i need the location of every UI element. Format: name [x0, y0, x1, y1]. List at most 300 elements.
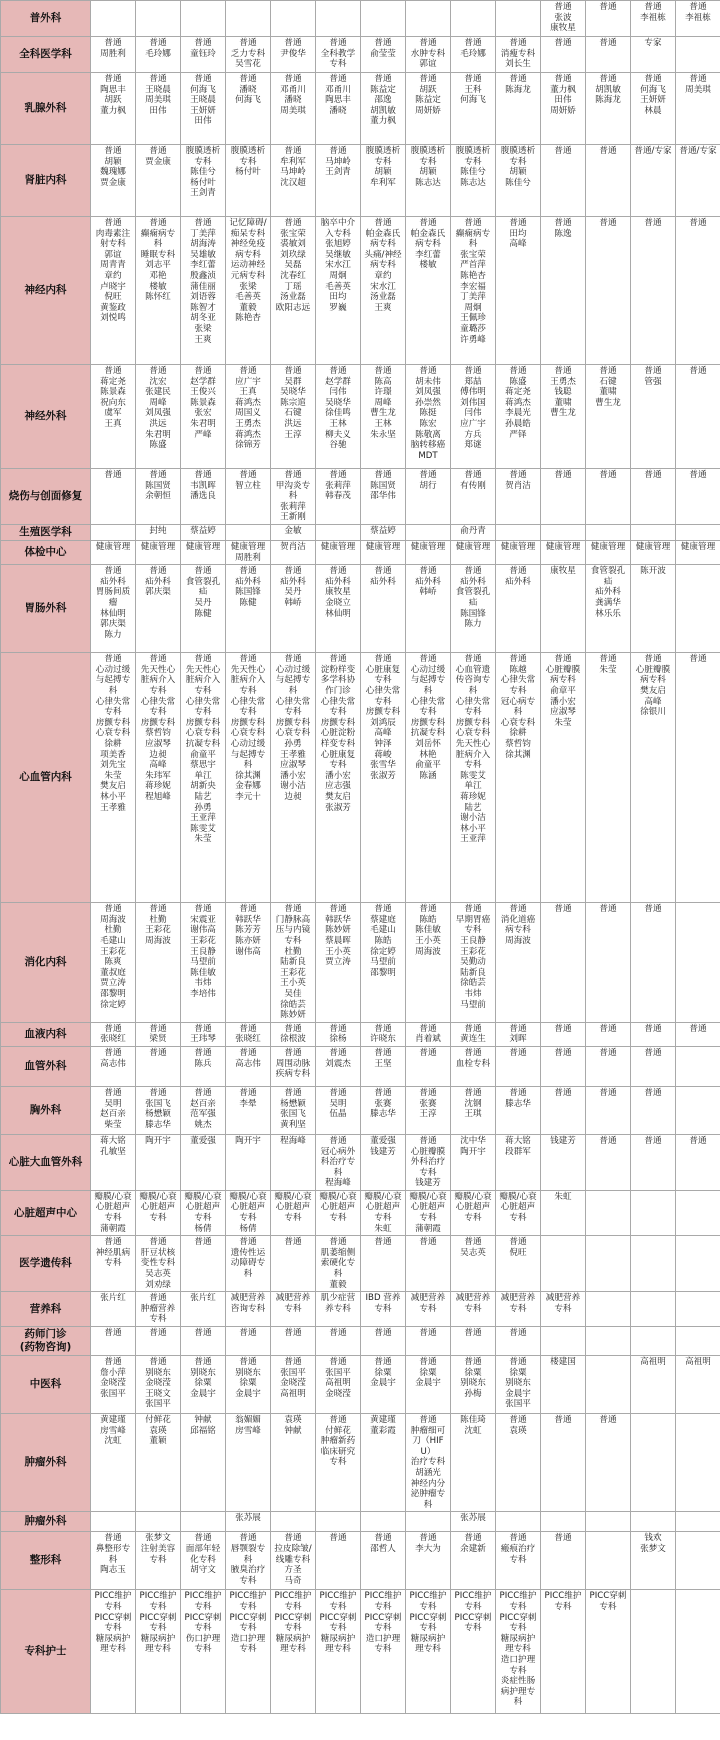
department-name: 体检中心 [1, 541, 91, 565]
schedule-row [1, 73, 720, 145]
schedule-cell: 普通 冠心病外 科治疗专 科 程海峰 [316, 1134, 361, 1190]
schedule-cell: 普通 余建新 [451, 1532, 496, 1590]
schedule-cell: 普通 全科教学 专科 [316, 37, 361, 73]
schedule-row [1, 469, 720, 525]
schedule-cell [496, 525, 541, 541]
schedule-cell: 普通 心脏瓣膜 病专科 俞章平 潘小宏 应淑琴 朱莹 [541, 653, 586, 903]
schedule-cell: 普通 周胜利 [91, 37, 136, 73]
schedule-cell [316, 525, 361, 541]
schedule-cell: 普通 贺肖洁 [496, 469, 541, 525]
department-name: 肿瘤外科 [1, 1512, 91, 1532]
schedule-row [1, 525, 720, 541]
schedule-cell: 蔡益婷 [361, 525, 406, 541]
schedule-cell: 钱欢 张梦文 [631, 1532, 676, 1590]
schedule-cell: 金敏 [271, 525, 316, 541]
schedule-cell: 普通 张莉萍 韩春茂 [316, 469, 361, 525]
schedule-cell: 瓣膜/心衰 心脏超声 专科 [136, 1190, 181, 1235]
department-name: 专科护士 [1, 1590, 91, 1714]
schedule-cell: 普通 [586, 1, 631, 37]
schedule-cell: 普通 毛玲娜 [136, 37, 181, 73]
schedule-cell: 腹膜透析 专科 胡颖 牟利军 [361, 145, 406, 217]
schedule-cell: 普通 [541, 469, 586, 525]
schedule-cell: 普通 詹小萍 金晓滢 张国平 [91, 1356, 136, 1414]
schedule-cell: 普通 童钰玲 [181, 37, 226, 73]
schedule-cell: 健康管理 [406, 541, 451, 565]
schedule-cell: PICC维护 专科 PICC穿刺 专科 [451, 1590, 496, 1714]
schedule-cell: 陈开波 [631, 565, 676, 653]
schedule-cell: 普通 张赛 滕志华 [361, 1086, 406, 1134]
schedule-cell [676, 1292, 720, 1327]
department-name: 心血管内科 [1, 653, 91, 903]
schedule-cell: 普通 袁瑛 [496, 1414, 541, 1512]
schedule-cell: 普通 肿瘤细可 刀（HIFU） 治疗专科 胡涵光 神经内分 泌肿瘤专 科 [406, 1414, 451, 1512]
schedule-cell [676, 1590, 720, 1714]
schedule-cell: 普通 付鲜花 肿瘤新药 临床研究 专科 [316, 1414, 361, 1512]
schedule-cell: 普通 [586, 1414, 631, 1512]
schedule-cell [541, 1512, 586, 1532]
schedule-cell: 楼建国 [541, 1356, 586, 1414]
schedule-cell: 陶开宇 [136, 1134, 181, 1190]
schedule-cell: 普通 刘震杰 [316, 1046, 361, 1086]
schedule-row [1, 653, 720, 903]
schedule-cell: 普通 陈皓 陈佳敏 王小英 周海波 [406, 903, 451, 1023]
schedule-cell: 程海峰 [271, 1134, 316, 1190]
schedule-cell [631, 1327, 676, 1356]
schedule-row [1, 217, 720, 365]
schedule-cell: 普通 [316, 1327, 361, 1356]
schedule-cell: 普通 贾金康 [136, 145, 181, 217]
schedule-cell: 普通 帕金森氏 病专科 李红蕾 楼敏 [406, 217, 451, 365]
schedule-cell: 普通 [676, 469, 720, 525]
schedule-cell: 普通/专家 [631, 145, 676, 217]
schedule-cell: 瓣膜/心衰 心脏超声 专科 蒲朝霞 [406, 1190, 451, 1235]
schedule-cell: 腹膜透析 专科 陈佳兮 陈志达 [451, 145, 496, 217]
department-name: 整形科 [1, 1532, 91, 1590]
schedule-cell: 普通 赵学群 王俊兴 陈景森 张宏 朱君明 严峰 [181, 365, 226, 469]
schedule-cell [271, 1512, 316, 1532]
schedule-cell [226, 525, 271, 541]
schedule-cell [586, 525, 631, 541]
schedule-cell: 普通 [586, 1134, 631, 1190]
schedule-cell [316, 1512, 361, 1532]
schedule-cell: 朱虹 [541, 1190, 586, 1235]
schedule-cell: 普通 陈越 心律失常 专科 冠心病专 科 心衰专科 徐耕 蔡哲钧 徐其渊 [496, 653, 541, 903]
schedule-cell: 普通/专家 [676, 145, 720, 217]
schedule-cell: 普通 肉毒素注 射专科 郭谊 周青青 章约 卢晓宇 倪旺 黄鉴政 刘悦鸣 [91, 217, 136, 365]
schedule-cell: 普通 疝外科 [361, 565, 406, 653]
schedule-cell: 普通 石键 董啸 曹生龙 [586, 365, 631, 469]
department-name: 普外科 [1, 1, 91, 37]
schedule-cell [676, 525, 720, 541]
schedule-cell: 瓣膜/心衰 心脏超声 专科 [271, 1190, 316, 1235]
schedule-cell: 减肥营养 专科 [271, 1292, 316, 1327]
schedule-cell: 普通 [586, 1022, 631, 1046]
schedule-cell: 普通 许晓东 [361, 1022, 406, 1046]
schedule-cell [676, 1327, 720, 1356]
schedule-cell: PICC维护 专科 PICC穿刺 专科 糖尿病护 理专科 [316, 1590, 361, 1714]
schedule-cell: 健康管理 周胜利 [226, 541, 271, 565]
schedule-cell: 普通 水肿专科 郭谊 [406, 37, 451, 73]
schedule-cell: 减肥营养 咨询专科 [226, 1292, 271, 1327]
schedule-cell [631, 1190, 676, 1235]
schedule-cell: 普通 [361, 1327, 406, 1356]
schedule-cell: 普通 俞莹莹 [361, 37, 406, 73]
schedule-cell: 陈佳琦 沈虹 [451, 1414, 496, 1512]
schedule-cell [586, 1327, 631, 1356]
schedule-cell: 普通 [136, 1046, 181, 1086]
department-name: 营养科 [1, 1292, 91, 1327]
department-name: 心脏超声中心 [1, 1190, 91, 1235]
schedule-cell [91, 1512, 136, 1532]
schedule-body [1, 1, 720, 1714]
schedule-cell: 付鲜花 袁瑛 董颖 [136, 1414, 181, 1512]
schedule-cell: 普通 疝外科 陈国锋 陈健 [226, 565, 271, 653]
schedule-cell: 普通 应广宇 王真 蒋鸿杰 周国义 王勇杰 蒋鸿杰 徐锦芳 [226, 365, 271, 469]
schedule-cell: 普通 王科 何海飞 [451, 73, 496, 145]
schedule-cell: 贺肖洁 [271, 541, 316, 565]
schedule-cell: 普通 遗传性运 动障碍专 科 [226, 1236, 271, 1292]
schedule-row [1, 365, 720, 469]
schedule-cell: 普通 张国平 高祖明 金晓滢 [316, 1356, 361, 1414]
schedule-cell: 普通 胡行 [406, 469, 451, 525]
schedule-cell: 普通 朱莹 [586, 653, 631, 903]
schedule-cell: 健康管理 [361, 541, 406, 565]
schedule-cell: 普通 [586, 469, 631, 525]
schedule-cell: 普通 [226, 1327, 271, 1356]
schedule-cell: 普通 马坤岭 王剑青 [316, 145, 361, 217]
schedule-cell: 减肥营养 专科 [496, 1292, 541, 1327]
schedule-cell: 健康管理 [631, 541, 676, 565]
department-name: 胸外科 [1, 1086, 91, 1134]
schedule-cell: 普通 董力枫 田伟 周妍娇 [541, 73, 586, 145]
schedule-cell: 蒋大铭 孔敏坚 [91, 1134, 136, 1190]
schedule-cell: 普通 陈高 许璟 周峰 曹生龙 王林 朱永坚 [361, 365, 406, 469]
schedule-cell: 普通 肌萎缩侧 索硬化专 科 董毅 [316, 1236, 361, 1292]
schedule-cell [631, 1414, 676, 1512]
department-name: 中医科 [1, 1356, 91, 1414]
schedule-cell [676, 1512, 720, 1532]
schedule-cell [226, 1, 271, 37]
schedule-cell [586, 1190, 631, 1235]
schedule-cell: 张苏展 [451, 1512, 496, 1532]
schedule-cell: 普通 心脏康复 专科 心律失常 专科 房颤专科 刘鸿辰 高峰 钟泽 蒋峻 张雪华 张淑芳 [361, 653, 406, 903]
schedule-cell: 张梦文 注射美容 专科 [136, 1532, 181, 1590]
schedule-cell: 陶开宇 [226, 1134, 271, 1190]
schedule-cell: 普通 食管裂孔 疝 吴丹 陈健 [181, 565, 226, 653]
schedule-cell: 普通 倪旺 [496, 1236, 541, 1292]
schedule-cell: 普通 肿瘤营养 专科 [136, 1292, 181, 1327]
schedule-cell: 普通 陶思丰 胡跃 董力枫 [91, 73, 136, 145]
schedule-cell: 普通 [541, 145, 586, 217]
schedule-cell: 普通 胡未伟 刘凤强 孙崇然 陈挺 陈宏 陈敬离 脑转移癌 MDT [406, 365, 451, 469]
schedule-cell: 普通 丁美萍 胡海涛 吴雄敏 李红蕾 殷鑫浈 蒲佳丽 刘语蓉 陈智才 胡冬亚 张梁 王爽 [181, 217, 226, 365]
schedule-cell: 普通 王坚 [361, 1046, 406, 1086]
schedule-cell: 普通 别晓东 徐粟 金晨宇 [181, 1356, 226, 1414]
schedule-cell [586, 1512, 631, 1532]
schedule-cell: 普通 疝外科 吴丹 韩峤 [271, 565, 316, 653]
schedule-cell: 瓣膜/心衰 心脏超声 专科 朱虹 [361, 1190, 406, 1235]
schedule-cell [586, 1532, 631, 1590]
department-name: 血液内科 [1, 1022, 91, 1046]
schedule-cell: PICC维护 专科 PICC穿刺 专科 糖尿病护 理专科 造口护理 专科 炎症性肠 病护理专 科 [496, 1590, 541, 1714]
schedule-cell [676, 1046, 720, 1086]
schedule-cell: 普通 瘢痕治疗 专科 [496, 1532, 541, 1590]
schedule-cell: 普通 吴志英 [451, 1236, 496, 1292]
schedule-cell: 普通 [676, 1022, 720, 1046]
schedule-cell: 翁媚媚 房雪峰 [226, 1414, 271, 1512]
schedule-row [1, 1414, 720, 1512]
schedule-cell [586, 1356, 631, 1414]
schedule-cell: 黄建瑾 房雪峰 沈虹 [91, 1414, 136, 1512]
schedule-cell: 普通 门静脉高 压与内镜 专科 杜勤 陆新良 王彩花 王小英 吴佳 徐皓芸 陈妙妍 [271, 903, 316, 1023]
schedule-cell: 瓣膜/心衰 心脏超声 专科 杨倩 [226, 1190, 271, 1235]
schedule-cell: 普通 别晓东 金晓滢 王晓文 张国平 [136, 1356, 181, 1414]
schedule-cell: 普通 疝外科 食管裂孔 疝 陈国锋 陈力 [451, 565, 496, 653]
schedule-cell: 瓣膜/心衰 心脏超声 专科 杨倩 [181, 1190, 226, 1235]
schedule-cell: 普通 张赛 王淳 [406, 1086, 451, 1134]
schedule-cell: 普通 牟利军 马坤岭 沈汉超 [271, 145, 316, 217]
schedule-cell: 普通 [541, 1532, 586, 1590]
schedule-cell: 普通 郑喆 傅伟明 刘伟国 闫伟 应广宇 方兵 郑谜 [451, 365, 496, 469]
schedule-cell: 减肥营养 专科 [451, 1292, 496, 1327]
schedule-cell: 健康管理 [676, 541, 720, 565]
schedule-cell [631, 1292, 676, 1327]
schedule-cell: 普通 [91, 469, 136, 525]
schedule-cell: 瓣膜/心衰 心脏超声 专科 [451, 1190, 496, 1235]
department-name: 全科医学科 [1, 37, 91, 73]
schedule-cell [361, 1, 406, 37]
schedule-cell [136, 1512, 181, 1532]
schedule-cell [406, 1512, 451, 1532]
schedule-cell: 普通 徐杨 [316, 1022, 361, 1046]
schedule-cell: 普通 别晓东 徐粟 金晨宇 [226, 1356, 271, 1414]
schedule-cell: 普通 周海波 杜勤 毛建山 王彩花 陈爽 董叔庭 贾立涛 邵黎明 徐定婷 [91, 903, 136, 1023]
schedule-cell: PICC维护 专科 PICC穿刺 专科 糖尿病护 理专科 [271, 1590, 316, 1714]
schedule-cell: 普通 淀粉样变 多学科协 作门诊 心律失常 专科 房颤专科 心脏淀粉 样变专科 心脏康复 专科 潘小宏 应志强 樊友启 张淑芳 [316, 653, 361, 903]
schedule-cell: 普通 [91, 1327, 136, 1356]
department-name: 消化内科 [1, 903, 91, 1023]
schedule-cell: 普通 消瘦专科 刘长生 [496, 37, 541, 73]
schedule-cell [676, 1236, 720, 1292]
schedule-cell [586, 1236, 631, 1292]
schedule-cell: 普通 [541, 1022, 586, 1046]
schedule-cell: 普通 滕志华 [496, 1086, 541, 1134]
department-name: 神经外科 [1, 365, 91, 469]
department-name: 肾脏内科 [1, 145, 91, 217]
schedule-cell: 普通 周围动脉 疾病专科 [271, 1046, 316, 1086]
schedule-cell: 普通 [451, 1327, 496, 1356]
schedule-cell: 普通 吴明 伍晶 [316, 1086, 361, 1134]
schedule-cell: PICC维护 专科 PICC穿刺 专科 造口护理 专科 [361, 1590, 406, 1714]
schedule-cell: 普通 黄连生 [451, 1022, 496, 1046]
schedule-cell: 蒋大铭 段群军 [496, 1134, 541, 1190]
schedule-cell: 普通 疝外科 郭庆渠 [136, 565, 181, 653]
schedule-row [1, 1190, 720, 1235]
schedule-cell: 普通 尹俊华 [271, 37, 316, 73]
department-name: 乳腺外科 [1, 73, 91, 145]
schedule-row [1, 1512, 720, 1532]
schedule-cell: 瓣膜/心衰 心脏超声 专科 蒲朝霞 [91, 1190, 136, 1235]
schedule-cell: 普通 面部年轻 化专科 胡守文 [181, 1532, 226, 1590]
schedule-cell [631, 1236, 676, 1292]
schedule-cell: 健康管理 [316, 541, 361, 565]
schedule-row [1, 1532, 720, 1590]
schedule-cell: 普通 [361, 1236, 406, 1292]
schedule-cell [631, 525, 676, 541]
schedule-cell: 普通 邓甬川 陶思丰 潘晓 [316, 73, 361, 145]
schedule-cell: 普通 周美琪 [676, 73, 720, 145]
schedule-cell: 普通 刘晖 [496, 1022, 541, 1046]
schedule-cell: 普通 韦凯晖 潘选良 [181, 469, 226, 525]
schedule-cell: 普通 [586, 1086, 631, 1134]
schedule-cell: 普通 [541, 903, 586, 1023]
schedule-cell: 普通 王玮琴 [181, 1022, 226, 1046]
schedule-cell [496, 1, 541, 37]
schedule-row [1, 1590, 720, 1714]
schedule-cell: 普通 [541, 1414, 586, 1512]
schedule-cell: 普通 王晓晨 周美琪 田伟 [136, 73, 181, 145]
schedule-cell: 普通 张宝荣 裘敏刘 刘玖绿 吴磊 沈春红 丁瑶 汤业磊 欧阳志远 [271, 217, 316, 365]
schedule-cell: 普通 心动过缓 与起搏专 科 心律失常 专科 房颤专科 心衰专科 徐耕 项美香 刘先宝 朱莹 樊友启 林小平 王孝雅 [91, 653, 136, 903]
schedule-cell: PICC维护 专科 PICC穿刺 专科 造口护理 专科 [226, 1590, 271, 1714]
schedule-cell: PICC维护 专科 PICC穿刺 专科 糖尿病护 理专科 [406, 1590, 451, 1714]
schedule-cell [451, 1, 496, 37]
schedule-cell: 普通 高志伟 [91, 1046, 136, 1086]
schedule-cell: 俞丹青 [451, 525, 496, 541]
schedule-cell: 普通 [676, 653, 720, 903]
schedule-cell: 普通 [541, 1046, 586, 1086]
schedule-cell [631, 1590, 676, 1714]
schedule-cell: 黄建瑾 董彩霞 [361, 1414, 406, 1512]
schedule-cell: 普通 杨懋颖 张国飞 黄利坚 [271, 1086, 316, 1134]
schedule-cell: 钟献 邱福铭 [181, 1414, 226, 1512]
schedule-cell: 普通 徐粟 别晓东 金晨宇 张国平 [496, 1356, 541, 1414]
schedule-cell: 食管裂孔 疝 疝外科 龚满华 林乐乐 [586, 565, 631, 653]
schedule-cell: 普通 [496, 1046, 541, 1086]
schedule-cell: 普通 蔡建庭 毛建山 陈皓 徐定婷 马望前 邵黎明 [361, 903, 406, 1023]
department-name: 心脏大血管外科 [1, 1134, 91, 1190]
schedule-cell: 普通 张晓红 [91, 1022, 136, 1046]
schedule-cell: PICC维护 专科 PICC穿刺 专科 糖尿病护 理专科 [91, 1590, 136, 1714]
schedule-cell: 普通 [631, 217, 676, 365]
schedule-cell: 健康管理 [586, 541, 631, 565]
department-name: 神经内科 [1, 217, 91, 365]
schedule-cell: PICC维护 专科 PICC穿刺 专科 糖尿病护 理专科 [136, 1590, 181, 1714]
schedule-cell [496, 1512, 541, 1532]
schedule-cell: 董爱强 钱建芳 [361, 1134, 406, 1190]
schedule-cell: 普通 肝豆状核 变性专科 吴志英 刘劝绿 [136, 1236, 181, 1292]
schedule-cell: 高祖明 [676, 1356, 720, 1414]
schedule-cell: 普通 管强 [631, 365, 676, 469]
schedule-cell: 健康管理 [91, 541, 136, 565]
schedule-cell: 普通 疝外科 胃肠间质 瘤 林仙明 郭庆渠 陈力 [91, 565, 136, 653]
schedule-row [1, 37, 720, 73]
schedule-row [1, 1356, 720, 1414]
schedule-cell: 普通 胡颖 魏瑰娜 贾金康 [91, 145, 136, 217]
schedule-cell: 普通 宋震亚 谢伟高 王彩花 王良静 马望前 陈佳敏 韦炜 李培伟 [181, 903, 226, 1023]
schedule-cell: 普通 蒋定尧 陈景森 祝向东 虞军 王真 [91, 365, 136, 469]
schedule-cell: 专家 [631, 37, 676, 73]
schedule-cell [136, 1, 181, 37]
schedule-cell [541, 525, 586, 541]
schedule-cell [181, 1512, 226, 1532]
schedule-cell: 健康管理 [181, 541, 226, 565]
department-name: 生殖医学科 [1, 525, 91, 541]
schedule-cell: 普通 [586, 37, 631, 73]
schedule-cell: 普通 唇颚裂专 科 腋臭治疗 专科 [226, 1532, 271, 1590]
schedule-cell: 普通 陈国贤 邵华伟 [361, 469, 406, 525]
schedule-row [1, 903, 720, 1023]
schedule-cell: 健康管理 [541, 541, 586, 565]
schedule-cell: 普通 [181, 1327, 226, 1356]
schedule-cell: 普通 [631, 469, 676, 525]
schedule-row [1, 1046, 720, 1086]
schedule-cell: 普通 高志伟 [226, 1046, 271, 1086]
schedule-cell [361, 1512, 406, 1532]
schedule-cell [676, 37, 720, 73]
schedule-cell: 普通 [586, 903, 631, 1023]
schedule-cell: 普通 [586, 1046, 631, 1086]
schedule-row [1, 145, 720, 217]
schedule-cell: 普通 心动过缓 与起搏专 科 心律失常 专科 房颤专科 心衰专科 孙勇 王孝雅 应淑琴 潘小宏 谢小洁 边昶 [271, 653, 316, 903]
schedule-cell [676, 1532, 720, 1590]
schedule-cell: 普通 韩跃华 陈芳芳 陈亦妍 谢伟高 [226, 903, 271, 1023]
schedule-cell: 普通 陈盛 蒋定尧 蒋鸿杰 李晨光 孙晨皓 严铎 [496, 365, 541, 469]
schedule-cell: 普通 [181, 1236, 226, 1292]
schedule-cell: 普通 [136, 1327, 181, 1356]
schedule-cell: 普通 吴明 赵百亲 柴莹 [91, 1086, 136, 1134]
schedule-cell: 普通 疝外科 韩峤 [406, 565, 451, 653]
schedule-cell [91, 525, 136, 541]
schedule-cell: 普通 智立柱 [226, 469, 271, 525]
schedule-cell: 普通 先天性心 脏病介入 专科 心律失常 专科 房颤专科 心衰专科 抗凝专科 俞童平 蔡思宇 单江 胡新央 陆艺 孙勇 王亚萍 陈雯艾 朱莹 [181, 653, 226, 903]
schedule-cell: 腹膜透析 专科 胡颖 陈志达 [406, 145, 451, 217]
schedule-row [1, 1292, 720, 1327]
schedule-cell: 健康管理 [451, 541, 496, 565]
schedule-cell: 普通 何海飞 王妍妍 林晨 [631, 73, 676, 145]
schedule-cell: 普通 疝外科 康牧星 金晓立 林仙明 [316, 565, 361, 653]
schedule-cell [181, 1, 226, 37]
schedule-cell: 普通 疝外科 [496, 565, 541, 653]
schedule-cell: 普通 赵百亲 范军强 姚杰 [181, 1086, 226, 1134]
schedule-cell: 蔡益婷 [181, 525, 226, 541]
schedule-cell [676, 565, 720, 653]
schedule-cell: 普通 先天性心 脏病介入 专科 心律失常 专科 房颤专科 心衰专科 心动过缓 与起搏专 科 徐其渊 金春娜 李元十 [226, 653, 271, 903]
schedule-cell: 普通 陈兵 [181, 1046, 226, 1086]
schedule-cell: 张苏展 [226, 1512, 271, 1532]
schedule-cell: 袁瑛 钟献 [271, 1414, 316, 1512]
schedule-cell: 普通 李大为 [406, 1532, 451, 1590]
schedule-cell: 普通 杜勤 王彩花 周海波 [136, 903, 181, 1023]
schedule-cell: 肌少症营 养专科 [316, 1292, 361, 1327]
schedule-cell: 张片红 [91, 1292, 136, 1327]
schedule-cell: 普通 徐粟 别晓东 孙梅 [451, 1356, 496, 1414]
schedule-cell: 高祖明 [631, 1356, 676, 1414]
schedule-cell [541, 1236, 586, 1292]
schedule-cell: 普通 沈钢 王琪 [451, 1086, 496, 1134]
schedule-cell: 普通 田均 高峰 [496, 217, 541, 365]
schedule-cell [676, 903, 720, 1023]
schedule-cell: 普通 肖着斌 [406, 1022, 451, 1046]
schedule-cell [271, 1, 316, 37]
schedule-cell: 普通 癫痫病专 科 睡眠专科 刘志平 邓艳 楼敏 陈怀红 [136, 217, 181, 365]
schedule-cell: 普通 神经肌病 专科 [91, 1236, 136, 1292]
schedule-cell: PICC穿刺 专科 [586, 1590, 631, 1714]
schedule-cell: 普通 鼻整形专 科 陶志玉 [91, 1532, 136, 1590]
schedule-row [1, 1134, 720, 1190]
schedule-cell: 普通 胡跃 陈益定 周妍娇 [406, 73, 451, 145]
department-name: 医学遗传科 [1, 1236, 91, 1292]
